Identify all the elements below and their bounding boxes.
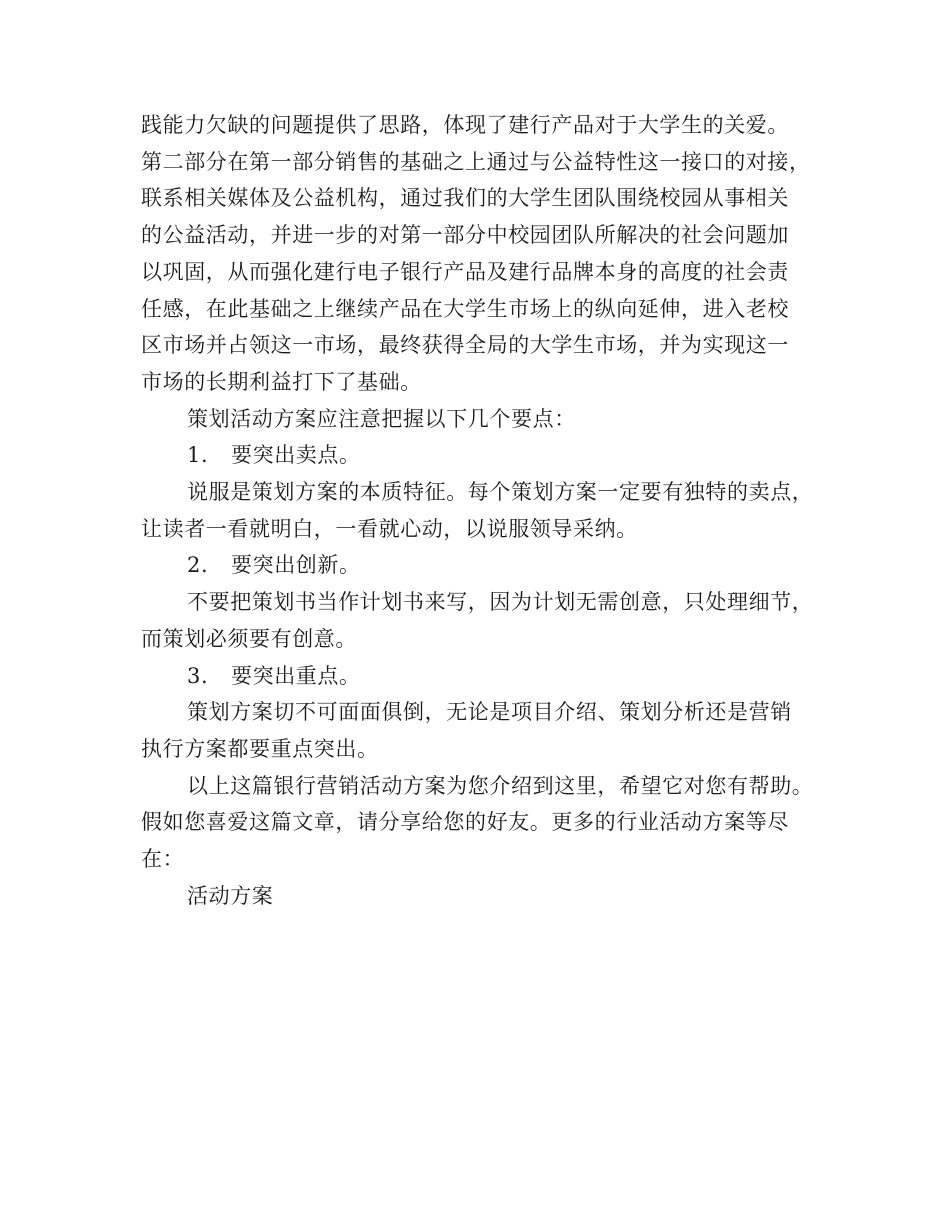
- point-number: 1.: [187, 443, 209, 468]
- text-line: 的公益活动，并进一步的对第一部分中校园团队所解决的社会问题加: [141, 223, 789, 248]
- text-line: 不要把策划书当作计划书来写，因为计划无需创意，只处理细节，: [187, 590, 814, 615]
- text-line: 任感，在此基础之上继续产品在大学生市场上的纵向延伸，进入老校: [141, 296, 789, 321]
- point-number: 3.: [187, 663, 209, 688]
- text-line: 执行方案都要重点突出。: [141, 736, 379, 761]
- point-body-3: [141, 694, 809, 767]
- text-line: 假如您喜爱这篇文章，请分享给您的好友。更多的行业活动方案等尽: [141, 810, 789, 835]
- intro-paragraph: [141, 107, 809, 401]
- text-line: 说服是策划方案的本质特征。每个策划方案一定要有独特的卖点，: [187, 480, 814, 505]
- point-body-1: [141, 474, 814, 547]
- footer-link: 活动方案: [187, 883, 274, 908]
- point-title-2: [141, 547, 809, 584]
- text-line: 区市场并占领这一市场，最终获得全局的大学生市场，并为实现这一: [141, 333, 789, 358]
- point-number: 2.: [187, 553, 209, 578]
- point-title-1: [141, 437, 809, 474]
- text-line: 让读者一看就明白，一看就心动，以说服领导采纳。: [141, 516, 638, 541]
- text-line: 第二部分在第一部分销售的基础之上通过与公益特性这一接口的对接，: [141, 149, 811, 174]
- text-line: 以巩固，从而强化建行电子银行产品及建行品牌本身的高度的社会责: [141, 259, 789, 284]
- text-line: 而策划必须要有创意。: [141, 626, 357, 651]
- text-line: 策划方案切不可面面俱倒，无论是项目介绍、策划分析还是营销: [187, 700, 792, 725]
- text-line: 市场的长期利益打下了基础。: [141, 369, 422, 394]
- text-line: 在：: [141, 847, 185, 872]
- document-body: [141, 107, 814, 914]
- point-title-3: [141, 658, 809, 695]
- text-line: 以上这篇银行营销活动方案为您介绍到这里，希望它对您有帮助。: [187, 773, 814, 798]
- closing-paragraph: [141, 768, 814, 878]
- point-title-text: 要突出卖点。: [231, 443, 361, 468]
- text-line: 践能力欠缺的问题提供了思路，体现了建行产品对于大学生的关爱。: [141, 113, 789, 137]
- point-title-text: 要突出创新。: [231, 553, 361, 578]
- text-line: 联系相关媒体及公益机构，通过我们的大学生团队围绕校园从事相关: [141, 186, 789, 211]
- points-heading: 策划活动方案应注意把握以下几个要点：: [187, 406, 576, 431]
- point-title-text: 要突出重点。: [231, 663, 361, 688]
- point-body-2: [141, 584, 814, 657]
